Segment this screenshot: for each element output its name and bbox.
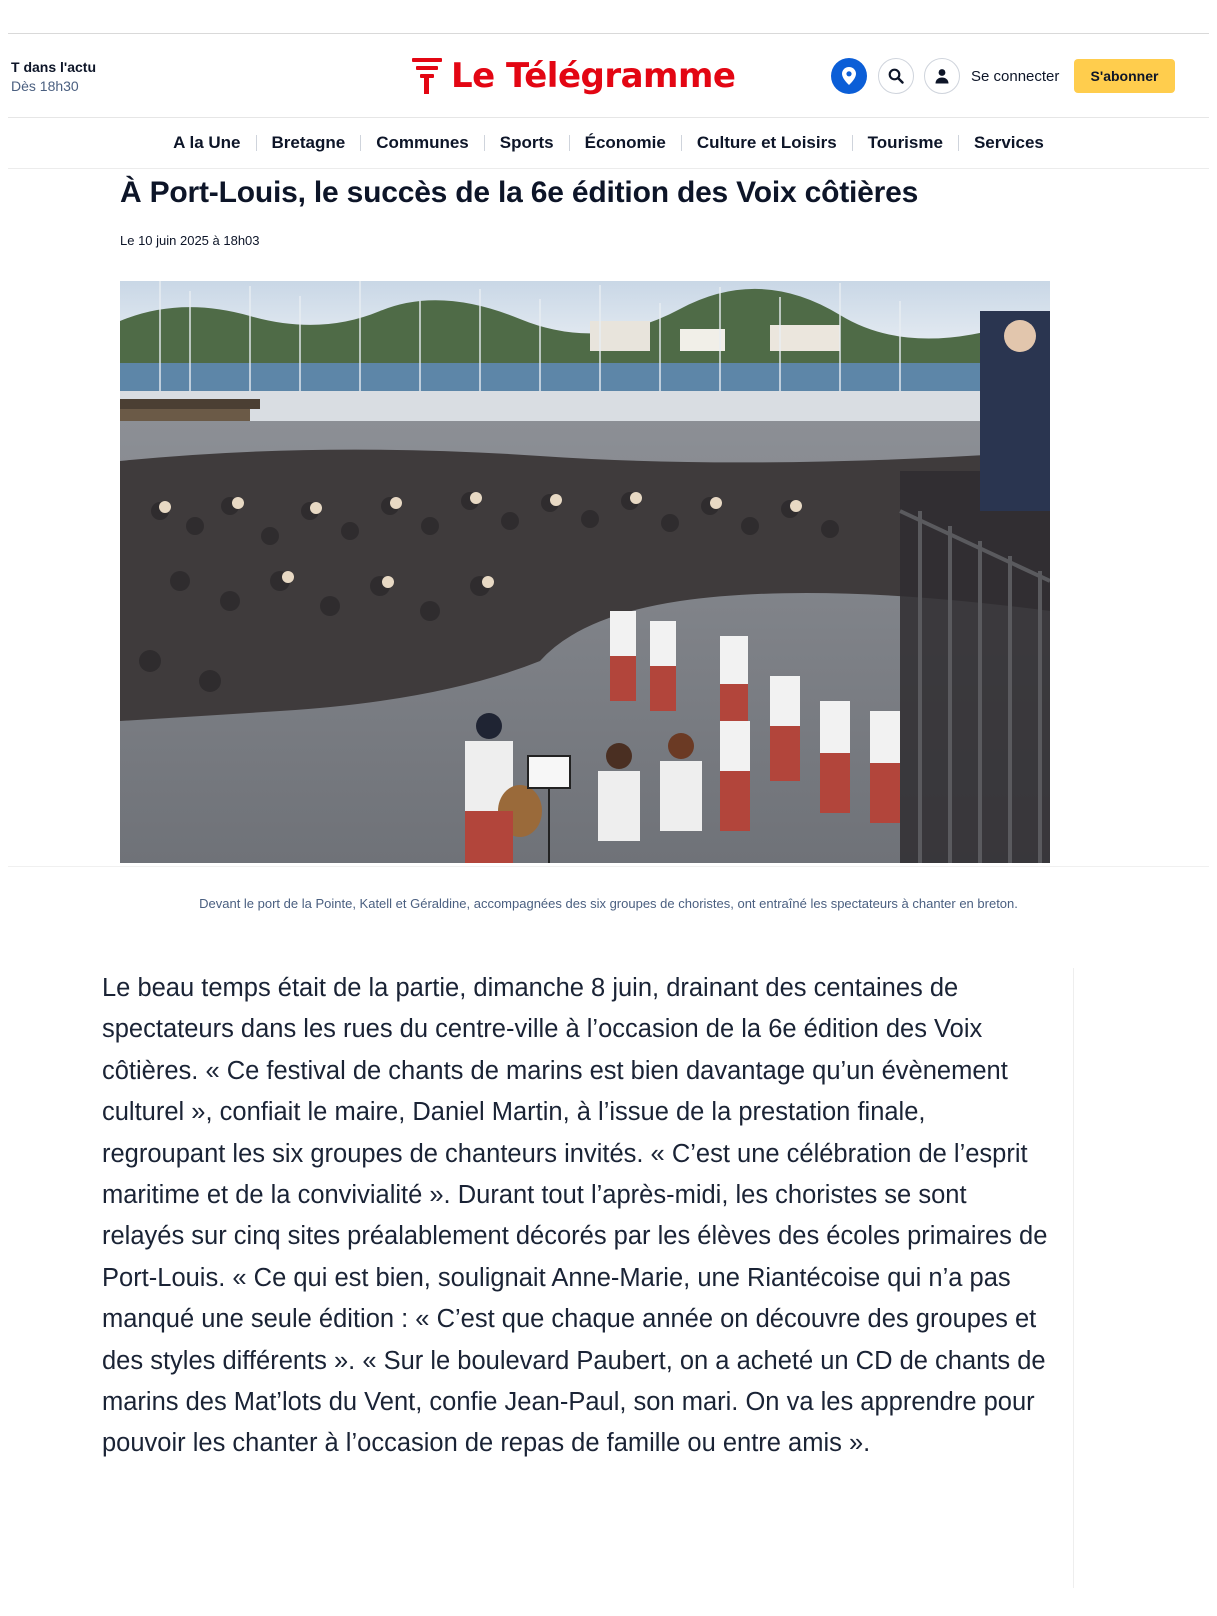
nav-item-economie[interactable]: Économie (584, 133, 666, 152)
nav-item-services[interactable]: Services (973, 133, 1044, 152)
nav-item-tourisme[interactable]: Tourisme (867, 133, 943, 152)
site-logo[interactable] (412, 54, 735, 98)
photo-divider (8, 866, 1209, 867)
site-header (8, 34, 1209, 119)
nav-item-communes[interactable]: Communes (376, 133, 469, 152)
search-icon (888, 68, 904, 84)
main-navigation (0, 118, 1217, 168)
nav-item-culture-loisirs[interactable]: Culture et Loisirs (696, 133, 837, 152)
login-link[interactable]: Se connecter (971, 68, 1060, 85)
harbor-crowd-illustration (120, 281, 1050, 863)
live-news-title[interactable]: T dans l'actu (11, 59, 97, 75)
user-icon (934, 68, 950, 84)
nav-divider-bottom (8, 168, 1209, 169)
article-date: Le 10 juin 2025 à 18h03 (120, 233, 260, 248)
live-news-time: Dès 18h30 (11, 78, 79, 94)
map-pin-icon (841, 67, 857, 85)
logo-text: Le Télégramme (451, 56, 736, 96)
photo-caption: Devant le port de la Pointe, Katell et Géraldine, accompagnées des six groupes de choristes, ont entraîné les spectateurs à chanter en breton. (199, 896, 1018, 911)
logo-t-icon (412, 58, 442, 94)
nav-item-sports[interactable]: Sports (499, 133, 554, 152)
article-side-divider (1073, 968, 1074, 1588)
subscribe-button[interactable]: S'abonner (1074, 59, 1175, 93)
nav-item-a-la-une[interactable]: A la Une (173, 133, 241, 152)
live-news-teaser[interactable] (11, 59, 96, 94)
nav-item-bretagne[interactable]: Bretagne (271, 133, 346, 152)
location-button[interactable] (831, 58, 867, 94)
article-photo[interactable] (120, 281, 1050, 863)
account-button[interactable] (924, 58, 960, 94)
search-button[interactable] (878, 58, 914, 94)
article-body: Le beau temps était de la partie, dimanche 8 juin, drainant des centaines de spectateurs dans les rues du centre-ville à l’occasion de la 6e édition des Voix côtières. « Ce festival de chants de marins est bien davantage qu’un évènement culturel », confiait le maire, Daniel Martin, à l’issue de la prestation finale, regroupant les six groupes de chanteurs invités. « C’est une célébration de l’esprit maritime et de la convivialité ». Durant tout l’après-midi, les choristes se sont relayés sur cinq sites préalablement décorés par les élèves des écoles primaires de Port-Louis. « Ce qui est bien, soulignait Anne-Marie, une Riantécoise qui n’a pas manqué une seule édition : « C’est que chaque année on découvre des groupes et des styles différents ». « Sur le boulevard Paubert, on a acheté un CD de chants de marins des Mat’lots du Vent, confie Jean-Paul, son mari. On va les apprendre pour pouvoir les chanter à l’occasion de repas de famille ou entre amis ». (102, 974, 1048, 1458)
article-title: À Port-Louis, le succès de la 6e édition des Voix côtières (120, 176, 919, 209)
